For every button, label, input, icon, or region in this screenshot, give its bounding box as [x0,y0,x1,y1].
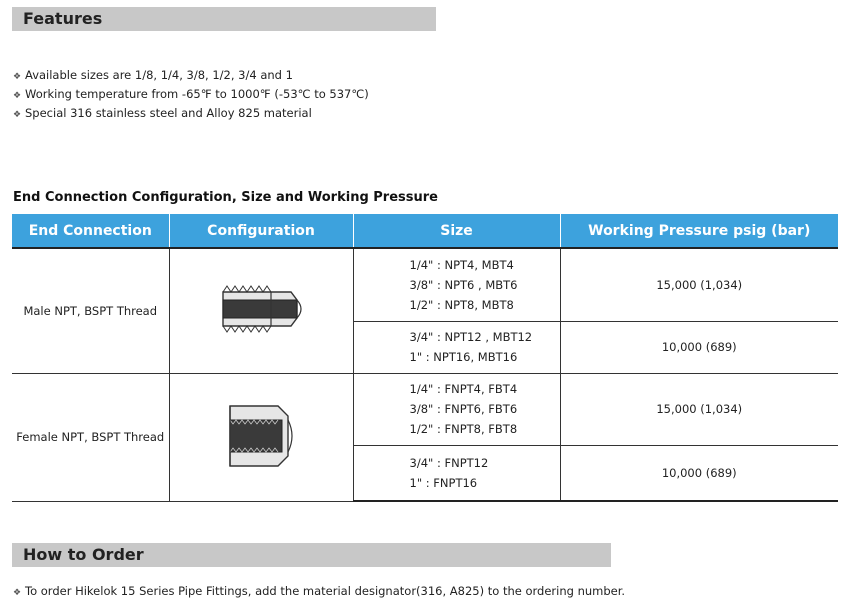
size-cell: 1/4" : FNPT4, FBT4 3/8" : FNPT6, FBT6 1/2" : FNPT8, FBT8 [353,373,560,445]
features-heading: Features [12,7,436,31]
male-plug-icon [213,274,309,344]
table-row [12,248,838,321]
diamond-bullet-icon: ❖ [13,588,22,598]
pressure-cell: 10,000 (689) [560,445,838,501]
diamond-bullet-icon: ❖ [13,72,22,82]
column-header: Working Pressure psig (bar) [560,214,838,248]
size-cell: 3/4" : FNPT12 1" : FNPT16 [353,445,560,501]
column-header: End Connection [12,214,169,248]
female-cap-icon [216,398,306,474]
list-item: ❖ Working temperature from -65℉ to 1000℉ (-53℃ to 537℃) [13,85,369,104]
list-item: ❖ Available sizes are 1/8, 1/4, 3/8, 1/2, 3/4 and 1 [13,66,369,85]
order-list [13,582,625,601]
list-item: ❖ To order Hikelok 15 Series Pipe Fittings, add the material designator(316, A825) to the ordering number. [13,582,625,601]
pressure-cell: 10,000 (689) [560,321,838,373]
features-list [13,66,369,123]
diamond-bullet-icon: ❖ [13,110,22,120]
configuration-cell [169,248,353,373]
column-header: Size [353,214,560,248]
table-row [12,373,838,445]
spec-table [12,214,838,502]
diamond-bullet-icon: ❖ [13,91,22,101]
configuration-cell [169,373,353,501]
end-connection-cell: Female NPT, BSPT Thread [12,373,169,501]
column-header: Configuration [169,214,353,248]
table-header-row [12,214,838,248]
pressure-cell: 15,000 (1,034) [560,373,838,445]
pressure-cell: 15,000 (1,034) [560,248,838,321]
list-item: ❖ Special 316 stainless steel and Alloy 825 material [13,104,369,123]
size-cell: 3/4" : NPT12 , MBT12 1" : NPT16, MBT16 [353,321,560,373]
how-to-order-heading: How to Order [12,543,611,567]
size-cell: 1/4" : NPT4, MBT4 3/8" : NPT6 , MBT6 1/2" : NPT8, MBT8 [353,248,560,321]
end-connection-cell: Male NPT, BSPT Thread [12,248,169,373]
table-title: End Connection Configuration, Size and Working Pressure [13,190,438,205]
